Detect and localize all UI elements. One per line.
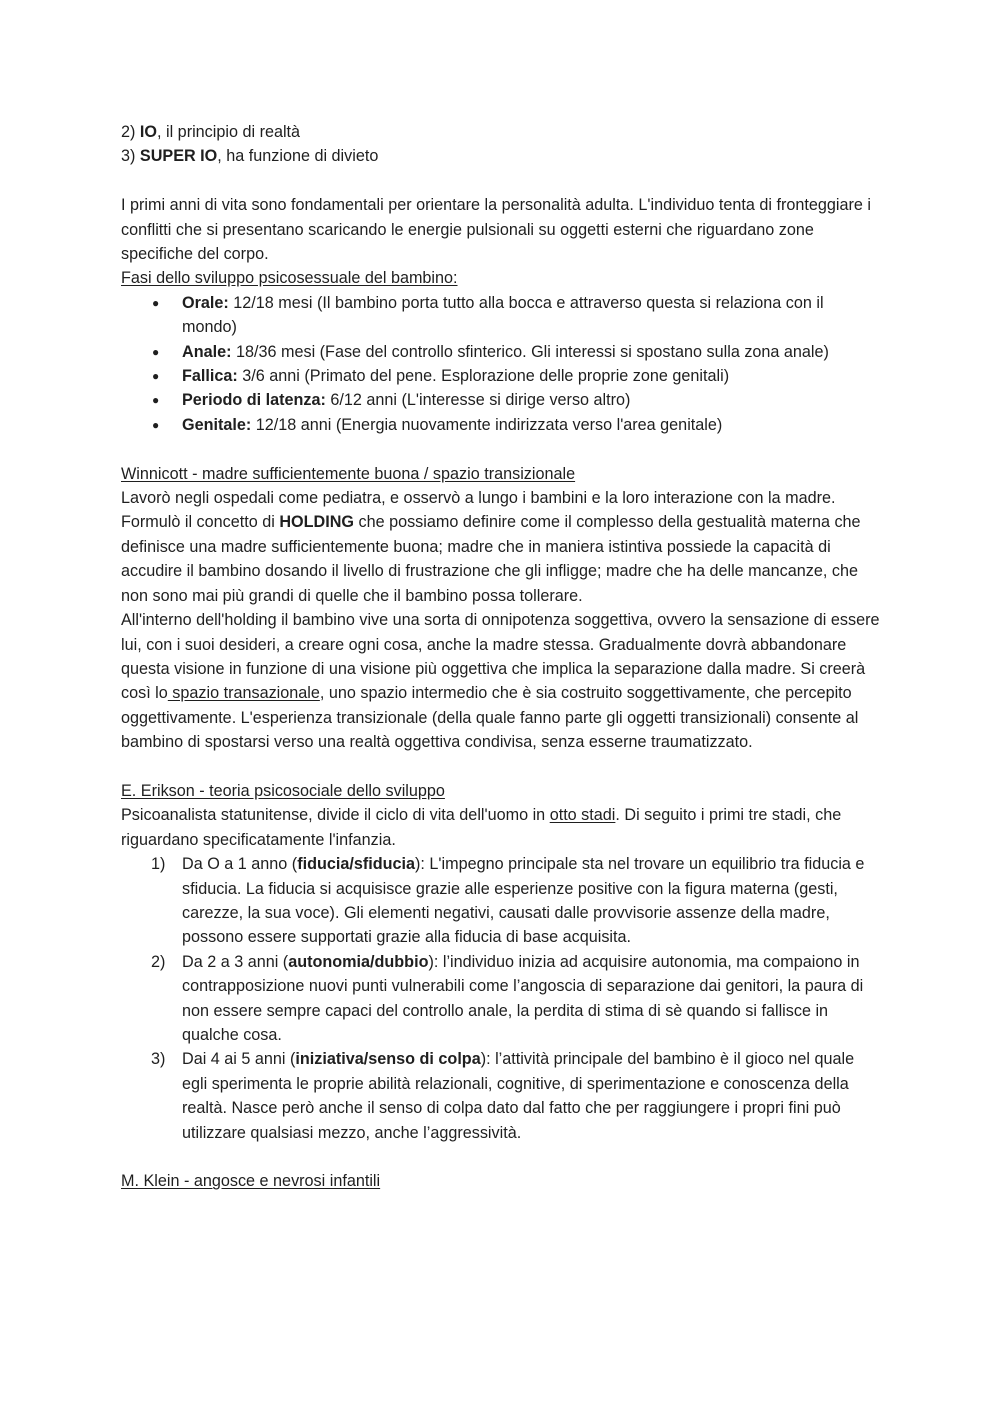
bullet-icon: ● bbox=[152, 344, 160, 359]
item-text: 18/36 mesi (Fase del controllo sfinterico. Gli interessi si spostano sulla zona anale) bbox=[231, 342, 829, 361]
text-run: Da O a 1 anno ( bbox=[182, 855, 298, 874]
bold-term: iniziativa/senso di colpa bbox=[295, 1050, 481, 1069]
list-item bbox=[121, 388, 881, 412]
list-item bbox=[121, 340, 881, 364]
section-heading-fasi: Fasi dello sviluppo psicosessuale del bambino: bbox=[121, 269, 458, 288]
list-number: 3) bbox=[121, 147, 140, 166]
item-text: 6/12 anni (L'interesse si dirige verso altro) bbox=[325, 391, 631, 410]
text-run: Da 2 a 3 anni ( bbox=[182, 952, 289, 971]
list-number: 3) bbox=[151, 1050, 166, 1069]
bold-term: HOLDING bbox=[279, 513, 354, 532]
bold-term: fiducia/sfiducia bbox=[297, 855, 416, 874]
document-page bbox=[121, 120, 881, 1194]
paragraph-onnipotenza bbox=[121, 608, 881, 754]
bullet-icon: ● bbox=[152, 417, 160, 432]
list-number: 2) bbox=[121, 123, 140, 141]
intro-line-superio bbox=[121, 144, 881, 168]
list-item bbox=[121, 1047, 881, 1145]
underlined-term: otto stadi bbox=[549, 806, 616, 825]
section-heading-winnicott: Winnicott - madre sufficientemente buona / spazio transizionale bbox=[121, 464, 576, 483]
bold-term: Periodo di latenza: bbox=[182, 391, 326, 410]
paragraph-holding bbox=[121, 486, 881, 608]
underlined-term: spazio transazionale bbox=[167, 684, 320, 703]
text-run: , uno spazio intermedio che è sia costruito soggettivamente, che percepito oggettivamente. L'esperienza transizionale (della quale fanno parte gli oggetti transizionali) consente al bambino di spostarsi verso una realtà oggettiva condivisa, senza esserne traumatizzato. bbox=[121, 684, 859, 752]
paragraph-erikson-intro bbox=[121, 803, 881, 852]
item-text: 3/6 anni (Primato del pene. Esplorazione delle proprie zone genitali) bbox=[237, 367, 730, 386]
bold-term: autonomia/dubbio bbox=[288, 952, 429, 971]
fasi-list bbox=[121, 291, 881, 437]
line-text: , ha funzione di divieto bbox=[217, 147, 379, 166]
text-run: All'interno dell'holding il bambino vive una sorta di onnipotenza soggettiva, ovvero la sensazione di essere lui, con i suoi desideri, a creare ogni cosa, anche la madre stessa. Gradualmente dovrà abbandonare questa visione in funzione di una visione più oggettiva che implica la separazione dalla madre. Si creerà così lo bbox=[121, 611, 880, 703]
section-heading-klein: M. Klein - angosce e nevrosi infantili bbox=[121, 1172, 381, 1191]
text-run: . Di seguito i primi tre stadi, che riguardano specificatamente l'infanzia. bbox=[121, 806, 842, 849]
bullet-icon: ● bbox=[152, 369, 160, 384]
text-run: Lavorò negli ospedali come pediatra, e osservò a lungo i bambini e la loro interazione con la madre. Formulò il concetto di bbox=[121, 489, 836, 532]
text-run: ): l’attività principale del bambino è il gioco nel quale egli sperimenta le proprie abilità relazionali, cognitive, di sperimentazione e conoscenza della realtà. Nasce però anche il senso di colpa dato dal fatto che per raggiungere i propri fini può utilizzare qualsiasi mezzo, anche l’aggressività. bbox=[182, 1050, 855, 1142]
section-heading-erikson: E. Erikson - teoria psicosociale dello sviluppo bbox=[121, 781, 445, 800]
text-run: Dai 4 ai 5 anni ( bbox=[182, 1050, 296, 1069]
item-text: 12/18 mesi (Il bambino porta tutto alla bocca e attraverso questa si relaziona con il mondo) bbox=[182, 293, 824, 337]
list-item bbox=[121, 291, 881, 340]
list-item bbox=[121, 413, 881, 437]
bold-term: Anale: bbox=[182, 342, 232, 361]
line-text: , il principio di realtà bbox=[157, 123, 301, 141]
list-item bbox=[121, 852, 881, 950]
bold-term: Orale: bbox=[182, 293, 229, 312]
intro-line-io bbox=[121, 120, 881, 144]
text-run: Psicoanalista statunitense, divide il ciclo di vita dell'uomo in bbox=[121, 806, 550, 825]
stadi-list bbox=[121, 852, 881, 1145]
list-item bbox=[121, 364, 881, 388]
bold-term: SUPER IO bbox=[139, 147, 218, 166]
list-number: 2) bbox=[151, 952, 166, 971]
bullet-icon: ● bbox=[152, 393, 160, 408]
list-item bbox=[121, 950, 881, 1048]
text-run: ): L'impegno principale sta nel trovare un equilibrio tra fiducia e sfiducia. La fiducia si acquisisce grazie alle esperienze positive con la figura materna (gesti, carezze, la sua voce). Gli elementi negativi, causati dalle provvisorie assenze della madre, possono essere supportati grazie alla fiducia di base acquisita. bbox=[182, 855, 865, 947]
text-run: ): l’individuo inizia ad acquisire autonomia, ma compaiono in contrapposizione nuovi punti vulnerabili come l’angoscia di separazione dai genitori, la paura di non essere sempre capaci del controllo anale, la perdita di stima di sè quando si fallisce in qualche cosa. bbox=[182, 952, 864, 1044]
bullet-icon: ● bbox=[152, 295, 160, 310]
bold-term: Genitale: bbox=[182, 415, 252, 434]
item-text: 12/18 anni (Energia nuovamente indirizzata verso l'area genitale) bbox=[251, 415, 723, 434]
list-number: 1) bbox=[151, 855, 166, 874]
text-run: che possiamo definire come il complesso della gestualità materna che definisce una madre sufficientemente buona; madre che in maniera istintiva possiede la capacità di accudire il bambino dosando il livello di frustrazione che gli infligge; madre che ha delle mancanze, che non sono mai più grandi di quelle che il bambino possa tollerare. bbox=[121, 513, 861, 605]
paragraph-freud: I primi anni di vita sono fondamentali per orientare la personalità adulta. L'individuo tenta di fronteggiare i conflitti che si presentano scaricando le energie pulsionali su oggetti esterni che riguardano zone specifiche del corpo. bbox=[121, 196, 871, 264]
bold-term: IO bbox=[139, 123, 157, 141]
bold-term: Fallica: bbox=[182, 367, 238, 386]
